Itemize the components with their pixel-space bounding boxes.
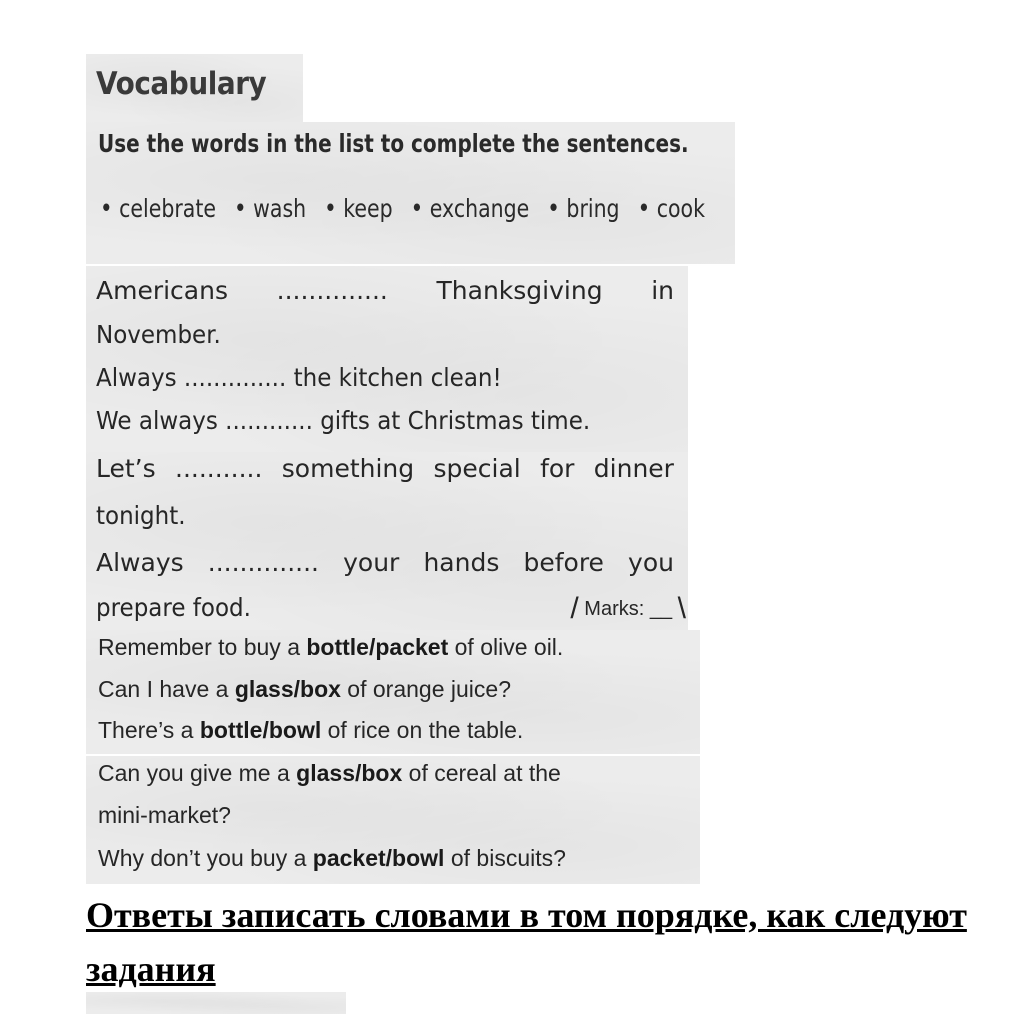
- word: Americans: [96, 276, 228, 305]
- choice-sentence-2: [98, 676, 511, 703]
- word: Let’s: [96, 454, 156, 483]
- word-item: • bring: [547, 194, 619, 223]
- word: before: [523, 548, 604, 577]
- marks-bracket-right: \: [677, 592, 686, 625]
- choice-text: mini-market?: [98, 802, 231, 828]
- instruction-scan: [86, 122, 735, 264]
- word: special: [433, 454, 521, 483]
- marks-blank: __: [649, 598, 673, 620]
- choice-option: bottle/packet: [306, 634, 449, 660]
- choice-text: of cereal at the: [402, 760, 561, 786]
- choice-text: of rice on the table.: [321, 717, 524, 743]
- sentence-5-line-1: [96, 548, 674, 577]
- gap-dots: ..............: [207, 548, 320, 577]
- choice-scan-2: [86, 756, 700, 884]
- section-title: Vocabulary: [96, 66, 267, 102]
- choice-option: glass/box: [296, 760, 403, 786]
- choice-text: of olive oil.: [448, 634, 564, 660]
- sentence-5-line-2: prepare food.: [96, 593, 251, 622]
- word: your: [343, 548, 400, 577]
- gap-fill-scan-1: [86, 266, 688, 452]
- word: in: [651, 276, 674, 305]
- word-item: • keep: [324, 194, 393, 223]
- word: something: [281, 454, 415, 483]
- marks-bracket-left: /: [570, 592, 579, 625]
- word: hands: [423, 548, 500, 577]
- marks-label: Marks:: [584, 598, 645, 620]
- word: you: [628, 548, 674, 577]
- choice-option: packet/bowl: [312, 845, 445, 871]
- sentence-2: Always .............. the kitchen clean!: [96, 363, 502, 392]
- title-scan: [86, 54, 303, 124]
- gap-dots: ..............: [276, 276, 388, 305]
- sentence-3: We always ............ gifts at Christmas time.: [96, 406, 591, 435]
- gap-fill-scan-2: [86, 452, 688, 630]
- choice-text: of biscuits?: [444, 845, 566, 871]
- instruction-text: Use the words in the list to complete the sentences.: [98, 129, 689, 158]
- choice-text: Can I have a: [98, 676, 235, 702]
- word: dinner: [593, 454, 674, 483]
- sentence-4-line-2: tonight.: [96, 501, 186, 530]
- sentence-1-line-2: November.: [96, 320, 221, 349]
- word: for: [540, 454, 575, 483]
- word-item: • cook: [638, 194, 705, 223]
- choice-sentence-3: [98, 717, 523, 744]
- choice-text: Why don’t you buy a: [98, 845, 313, 871]
- word-item: • celebrate: [100, 194, 216, 223]
- choice-text: There’s a: [98, 717, 200, 743]
- choice-sentence-4: [98, 760, 561, 787]
- choice-text: of orange juice?: [340, 676, 511, 702]
- choice-scan-1: [86, 630, 700, 754]
- word-item: • exchange: [411, 194, 530, 223]
- choice-option: glass/box: [234, 676, 341, 702]
- choice-sentence-1: [98, 634, 563, 661]
- gap-dots: ...........: [175, 454, 263, 483]
- word: Thanksgiving: [436, 276, 603, 305]
- bottom-scan-fragment: [86, 992, 346, 1014]
- sentence-4-line-1: [96, 454, 674, 483]
- choice-text: Remember to buy a: [98, 634, 307, 660]
- word-list: [100, 194, 716, 224]
- marks-box: [570, 592, 686, 626]
- choice-sentence-4-cont: [98, 802, 231, 829]
- choice-sentence-5: [98, 845, 566, 872]
- choice-option: bottle/bowl: [199, 717, 322, 743]
- sentence-1-line-1: [96, 276, 674, 305]
- answer-instruction: Ответы записать словами в том порядке, как следуют задания: [86, 895, 967, 989]
- word: Always: [96, 548, 184, 577]
- word-item: • wash: [234, 194, 306, 223]
- choice-text: Can you give me a: [98, 760, 297, 786]
